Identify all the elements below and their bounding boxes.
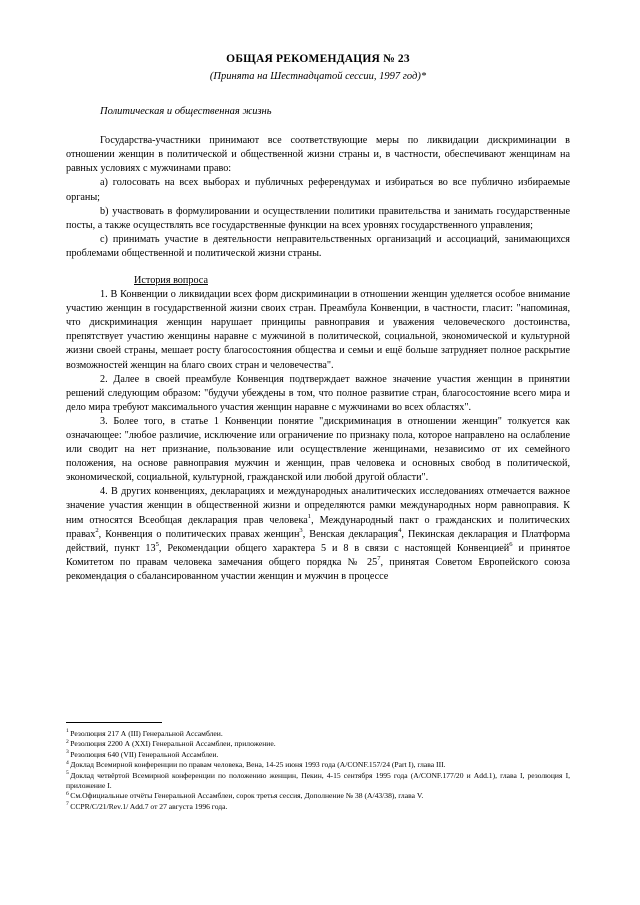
footnote-reference[interactable]: 7 (377, 554, 381, 562)
footnote-number: 7 (66, 801, 69, 808)
footnote-entry: $^5$ Доклад четвёртой Всемирной конференции по положению женщин, Пекин, 4-15 сентября 1995 года (A/CONF.177/20 и Add.1), глава I, резолюция I, приложение I. (66, 770, 570, 791)
footnote-number: 1 (66, 728, 69, 735)
footnote-entry: $^3$ Резолюция 640 (VII) Генеральной Ассамблеи. (66, 749, 219, 759)
history-block (66, 274, 570, 584)
footnote-entry: $^7$ CCPR/C/21/Rev.1/ Add.7 от 27 августа 1996 года. (66, 801, 228, 811)
page-title: ОБЩАЯ РЕКОМЕНДАЦИЯ № 23 (226, 53, 410, 65)
footnote-number: 2 (66, 738, 69, 745)
paragraph-intro: Государства-участники принимают все соответствующие меры по ликвидации дискриминации в отношении женщин в политической и общественной жизни страны и, в частности, обеспечивают женщинам на равных условиях с мужчинами право: (66, 135, 570, 175)
footnote-number: 4 (66, 759, 69, 766)
footnote-reference[interactable]: 5 (155, 540, 159, 548)
footnote-reference[interactable]: 2 (95, 526, 99, 534)
section-heading: Политическая и общественная жизнь (100, 105, 272, 117)
history-paragraph-1: 1. В Конвенции о ликвидации всех форм дискриминации в отношении женщин уделяется особое внимание участию женщин в государственной жизни своих стран. Преамбула Конвенции, в частности, гласит: "напоминая, что дискриминация женщин нарушает принципы равноправия и уважения человеческого достоинства, препятствует участию женщины наравне с мужчиной в политической, социальной, экономической и культурной жизни своей страны, мешает росту благосостояния общества и семьи и ещё больше затрудняет полное раскрытие возможностей женщин на благо своих стран и человечества". (66, 289, 570, 371)
footnote-reference[interactable]: 4 (398, 526, 402, 534)
footnote-entry: $^4$ Доклад Всемирной конференции по правам человека, Вена, 14-25 июня 1993 года (A/CONF.157/24 (Part I), глава III. (66, 759, 446, 770)
footnote-reference[interactable]: 3 (299, 526, 303, 534)
footnotes-section (66, 722, 570, 812)
footnote-entry: $^6$ См.Официальные отчёты Генеральной Ассамблеи, сорок третья сессия, Дополнение № 38 (A/43/38), глава V. (66, 790, 424, 801)
footnote-separator-rule (66, 722, 162, 723)
footnote-entry: $^1$ Резолюция 217 А (III) Генеральной Ассамблеи. (66, 728, 223, 738)
paragraph-item-b: b) участвовать в формулировании и осуществлении политики правительства и занимать государственные посты, а также осуществлять все государственные функции на всех уровнях государственного управления; (66, 205, 570, 231)
history-heading: История вопроса (134, 274, 208, 286)
history-paragraph-3: 3. Более того, в статье 1 Конвенции понятие "дискриминация в отношении женщин" толкуется как означающее: "любое различие, исключение или ограничение по признаку пола, которое направлено на ослабление или сводит на нет признание, пользование или осуществление женщинами, независимо от их семейного положения, на основе равноправия мужчин и женщин, прав человека и основных свобод в политической, экономической, социальной, культурной, гражданской или любой другой области". (66, 415, 570, 484)
footnote-reference[interactable]: 1 (307, 512, 312, 520)
history-paragraph-4: 4. В других конвенциях, декларациях и международных аналитических исследованиях отмечается важное значение участия женщин в общественной жизни и определяются рамки международных норм равноправия. К ним относятся Всеобщая декларация прав человека$^1$, Международный пакт о гражданских и политических правах$^2$, Конвенция о политических правах женщин$^3$, Венская декларация$^4$, Пекинская декларация и Платформа действий, пункт 13$^5$, Рекомендации общего характера 5 и 8 в связи с настоящей Конвенцией$^6$ и принятое Комитетом по правам человека замечания общего порядка № 25$^7$, принятая Советом Европейского союза рекомендация о сбалансированном участии женщин и мужчин в процессе (66, 486, 570, 582)
document-subtitle: (Принята на Шестнадцатой сессии, 1997 год)* (209, 71, 427, 83)
footnote-number: 5 (66, 770, 69, 777)
history-paragraph-2: 2. Далее в своей преамбуле Конвенция подтверждает важное значение участия женщин в принятии решений следующим образом: "будучи убеждены в том, что полное развитие стран, благосостояние всего мира и дело мира требуют максимального участия женщин наравне с мужчинами во всех областях". (66, 373, 570, 413)
footnote-number: 3 (66, 749, 69, 756)
footnote-list (66, 729, 570, 812)
paragraph-item-c: c) принимать участие в деятельности неправительственных организаций и ассоциаций, занимающихся проблемами общественной и политической жизни страны. (66, 233, 570, 259)
document-body (66, 0, 570, 584)
footnote-reference[interactable]: 6 (509, 540, 513, 548)
footnote-entry: $^2$ Резолюция 2200 А (XXI) Генеральной Ассамблеи, приложение. (66, 738, 276, 749)
footnote-number: 6 (66, 790, 69, 797)
history-heading-line (66, 274, 570, 288)
paragraph-item-a: а) голосовать на всех выборах и публичных референдумах и избираться во все публично избираемые органы; (66, 177, 570, 203)
intro-block (66, 134, 570, 261)
